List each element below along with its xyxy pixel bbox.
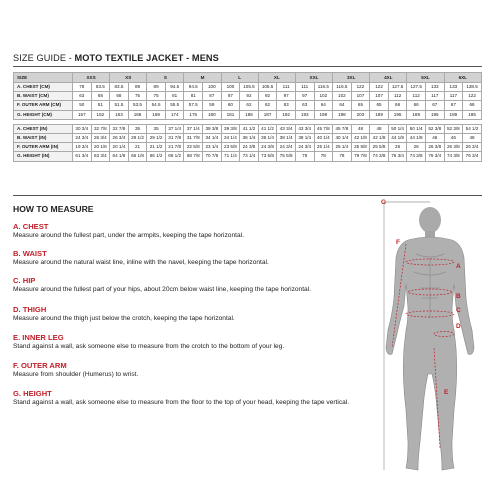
table-header-row bbox=[14, 73, 482, 83]
size-header: 3XL bbox=[333, 73, 370, 83]
table-cell: 122 bbox=[370, 83, 389, 92]
table-cell: 81 bbox=[165, 92, 184, 101]
table-cell: 122 bbox=[463, 92, 482, 101]
table-header-label: SIZE bbox=[14, 73, 73, 83]
table-cell: 21 bbox=[128, 143, 147, 152]
table-row bbox=[14, 110, 482, 119]
table-cell: 38 1/4 bbox=[277, 133, 296, 142]
size-table bbox=[13, 72, 482, 162]
measure-description: Measure around the thigh just below the crotch, keeping the tape horizontal. bbox=[13, 315, 235, 322]
table-cell: 23 5/8 bbox=[221, 143, 240, 152]
table-row bbox=[14, 101, 482, 110]
table-cell: 65 bbox=[370, 101, 389, 110]
table-cell: 105.5 bbox=[258, 83, 277, 92]
table-cell: 189 bbox=[370, 110, 389, 119]
measure-description: Stand against a wall, ask someone else to measure from the crotch to the bottom of your leg. bbox=[13, 343, 285, 350]
measure-description: Measure from shoulder (Humerus) to wrist. bbox=[13, 371, 139, 378]
table-cell: 20 1/4 bbox=[110, 143, 129, 152]
table-cell: 26 bbox=[407, 143, 426, 152]
measure-title: F. OUTER ARM bbox=[13, 361, 67, 370]
row-label: B. WAIST (CM) bbox=[14, 92, 73, 101]
table-cell: 66 1/8 bbox=[128, 152, 147, 161]
table-cell: 195 bbox=[388, 110, 407, 119]
table-cell: 38 1/4 bbox=[295, 133, 314, 142]
table-cell: 74 3/8 bbox=[407, 152, 426, 161]
measure-title: A. CHEST bbox=[13, 222, 49, 231]
table-cell: 61 3/4 bbox=[73, 152, 92, 161]
table-row bbox=[14, 133, 482, 142]
table-cell: 76 3/4 bbox=[463, 152, 482, 161]
table-cell: 163 bbox=[110, 110, 129, 119]
table-cell: 37 1/4 bbox=[184, 124, 203, 133]
table-cell: 20 1/8 bbox=[91, 143, 110, 152]
table-cell: 25 5/8 bbox=[351, 143, 370, 152]
row-label: G. HEIGHT (CM) bbox=[14, 110, 73, 119]
row-label: B. WAIST (IN) bbox=[14, 133, 73, 142]
measure-item bbox=[13, 276, 343, 293]
size-header: XXL bbox=[295, 73, 332, 83]
table-cell: 68 bbox=[110, 92, 129, 101]
title-prefix: SIZE GUIDE - bbox=[13, 53, 75, 63]
table-cell: 76 3/4 bbox=[425, 152, 444, 161]
table-cell: 59 bbox=[203, 101, 222, 110]
table-cell: 79 7/8 bbox=[351, 152, 370, 161]
table-row bbox=[14, 92, 482, 101]
table-cell: 87 bbox=[203, 92, 222, 101]
measure-description: Measure around the fullest part, under the armpits, keeping the tape horizontal. bbox=[13, 232, 244, 239]
table-cell: 44 1/8 bbox=[407, 133, 426, 142]
table-cell: 54 1/2 bbox=[463, 124, 482, 133]
table-cell: 73 5/8 bbox=[258, 152, 277, 161]
table-cell: 198 bbox=[314, 110, 333, 119]
table-cell: 68 bbox=[91, 92, 110, 101]
table-cell: 70 7/8 bbox=[203, 152, 222, 161]
marker-g: G bbox=[381, 199, 387, 206]
table-cell: 31 7/8 bbox=[165, 133, 184, 142]
table-cell: 43 3/4 bbox=[295, 124, 314, 133]
table-cell: 24 3/4 bbox=[295, 143, 314, 152]
table-cell: 26 3/4 bbox=[463, 143, 482, 152]
table-cell: 43 3/4 bbox=[277, 124, 296, 133]
table-cell: 30 3/4 bbox=[73, 124, 92, 133]
table-row bbox=[14, 143, 482, 152]
table-cell: 23 1/4 bbox=[203, 143, 222, 152]
row-label: A. CHEST (CM) bbox=[14, 83, 73, 92]
table-cell: 39 3/8 bbox=[221, 124, 240, 133]
table-cell: 181 bbox=[221, 110, 240, 119]
measure-item bbox=[13, 389, 350, 406]
table-cell: 50 1/4 bbox=[407, 124, 426, 133]
table-cell: 51.5 bbox=[110, 101, 129, 110]
table-cell: 138.5 bbox=[463, 83, 482, 92]
table-cell: 112 bbox=[388, 92, 407, 101]
measure-description: Measure around the natural waist line, inline with the navel, keeping the tape horizontal. bbox=[13, 259, 269, 266]
table-cell: 65 bbox=[351, 101, 370, 110]
table-cell: 29 1/2 bbox=[128, 133, 147, 142]
table-cell: 127.5 bbox=[388, 83, 407, 92]
table-cell: 63 3/4 bbox=[91, 152, 110, 161]
page-title bbox=[13, 53, 219, 63]
table-cell: 24 3/4 bbox=[73, 133, 92, 142]
table-cell: 97 bbox=[277, 92, 296, 101]
table-cell: 189 bbox=[407, 110, 426, 119]
table-cell: 78 bbox=[333, 152, 352, 161]
table-cell: 78 bbox=[73, 83, 92, 92]
table-cell: 44 1/8 bbox=[388, 133, 407, 142]
table-cell: 54.5 bbox=[147, 101, 166, 110]
table-cell: 63 bbox=[277, 101, 296, 110]
table-cell: 89 bbox=[147, 83, 166, 92]
size-header: M bbox=[184, 73, 221, 83]
table-cell: 97 bbox=[295, 92, 314, 101]
marker-a: A bbox=[456, 263, 461, 270]
table-cell: 26 bbox=[388, 143, 407, 152]
table-cell: 55.5 bbox=[165, 101, 184, 110]
table-cell: 32 7/8 bbox=[91, 124, 110, 133]
measure-description: Stand against a wall, ask someone else to measure from the floor to the top of your head, keeping the tape vertical. bbox=[13, 399, 350, 406]
row-label: F. OUTER ARM (IN) bbox=[14, 143, 73, 152]
marker-f: F bbox=[396, 239, 400, 246]
table-cell: 62 bbox=[258, 101, 277, 110]
table-cell: 64 bbox=[333, 101, 352, 110]
table-cell: 112 bbox=[407, 92, 426, 101]
marker-d: D bbox=[456, 323, 461, 330]
body-measurement-figure bbox=[370, 198, 482, 476]
table-cell: 168 bbox=[128, 110, 147, 119]
table-cell: 19 3/4 bbox=[73, 143, 92, 152]
table-cell: 57.5 bbox=[184, 101, 203, 110]
measure-title: E. INNER LEG bbox=[13, 333, 64, 342]
table-cell: 40 1/4 bbox=[333, 133, 352, 142]
measure-item bbox=[13, 333, 343, 350]
table-cell: 41 1/2 bbox=[258, 124, 277, 133]
table-cell: 29 1/2 bbox=[147, 133, 166, 142]
table-cell: 81 bbox=[184, 92, 203, 101]
table-cell: 41 1/2 bbox=[240, 124, 259, 133]
table-cell: 78 bbox=[314, 152, 333, 161]
table-cell: 186 bbox=[240, 110, 259, 119]
table-cell: 83.5 bbox=[91, 83, 110, 92]
table-cell: 75 bbox=[128, 92, 147, 101]
measure-item bbox=[13, 222, 343, 239]
table-cell: 63 bbox=[295, 101, 314, 110]
table-cell: 74 3/8 bbox=[444, 152, 463, 161]
table-cell: 68 7/8 bbox=[184, 152, 203, 161]
table-cell: 48 bbox=[351, 124, 370, 133]
section-divider bbox=[13, 195, 482, 196]
table-cell: 100 bbox=[203, 83, 222, 92]
row-label: A. CHEST (IN) bbox=[14, 124, 73, 133]
table-cell: 71 1/4 bbox=[221, 152, 240, 161]
table-cell: 32 7/8 bbox=[110, 124, 129, 133]
table-cell: 92 bbox=[240, 92, 259, 101]
table-cell: 76 3/4 bbox=[388, 152, 407, 161]
table-cell: 169 bbox=[147, 110, 166, 119]
table-cell: 36 1/4 bbox=[240, 133, 259, 142]
table-cell: 162 bbox=[91, 110, 110, 119]
table-cell: 116.5 bbox=[314, 83, 333, 92]
table-cell: 51 bbox=[91, 101, 110, 110]
table-cell: 102 bbox=[333, 92, 352, 101]
table-cell: 174 bbox=[165, 110, 184, 119]
table-cell: 107 bbox=[370, 92, 389, 101]
size-header: 6XL bbox=[444, 73, 481, 83]
table-cell: 45 7/8 bbox=[314, 124, 333, 133]
table-cell: 133 bbox=[425, 83, 444, 92]
measure-title: B. WAIST bbox=[13, 249, 47, 258]
table-cell: 25 5/8 bbox=[370, 143, 389, 152]
how-to-measure-heading: HOW TO MEASURE bbox=[13, 204, 94, 214]
table-row bbox=[14, 152, 482, 161]
table-cell: 24 3/4 bbox=[277, 143, 296, 152]
table-cell: 34 1/4 bbox=[221, 133, 240, 142]
table-cell: 189 bbox=[444, 110, 463, 119]
table-cell: 26 3/4 bbox=[91, 133, 110, 142]
table-cell: 94.5 bbox=[184, 83, 203, 92]
table-cell: 68 bbox=[463, 101, 482, 110]
table-cell: 39 3/8 bbox=[203, 124, 222, 133]
table-cell: 45 7/8 bbox=[333, 124, 352, 133]
table-cell: 75 5/8 bbox=[277, 152, 296, 161]
table-cell: 94.5 bbox=[165, 83, 184, 92]
table-cell: 66 1/2 bbox=[147, 152, 166, 161]
measure-item bbox=[13, 249, 343, 266]
marker-e: E bbox=[444, 389, 449, 396]
table-cell: 75 bbox=[147, 92, 166, 101]
size-header: XS bbox=[110, 73, 147, 83]
table-cell: 127.5 bbox=[407, 83, 426, 92]
table-cell: 87 bbox=[221, 92, 240, 101]
table-cell: 52 3/8 bbox=[444, 124, 463, 133]
table-cell: 24 3/8 bbox=[258, 143, 277, 152]
table-cell: 37 1/4 bbox=[165, 124, 184, 133]
measure-description: Measure around the fullest part of your hips, about 20cm below waist line, keeping the tape horizontal. bbox=[13, 286, 311, 293]
table-cell: 116.5 bbox=[333, 83, 352, 92]
table-cell: 31 7/8 bbox=[184, 133, 203, 142]
table-cell: 198 bbox=[333, 110, 352, 119]
table-cell: 89 bbox=[128, 83, 147, 92]
table-cell: 64 bbox=[314, 101, 333, 110]
table-cell: 192 bbox=[277, 110, 296, 119]
table-cell: 22 5/8 bbox=[184, 143, 203, 152]
table-cell: 26 3/8 bbox=[444, 143, 463, 152]
table-cell: 67 bbox=[444, 101, 463, 110]
table-cell: 157 bbox=[73, 110, 92, 119]
table-cell: 102 bbox=[314, 92, 333, 101]
table-cell: 35 bbox=[128, 124, 147, 133]
table-cell: 62 bbox=[240, 101, 259, 110]
table-cell: 74 3/8 bbox=[370, 152, 389, 161]
table-cell: 48 bbox=[370, 124, 389, 133]
size-header: XL bbox=[258, 73, 295, 83]
table-cell: 42 1/8 bbox=[370, 133, 389, 142]
table-cell: 100 bbox=[221, 83, 240, 92]
table-cell: 66 bbox=[388, 101, 407, 110]
row-label: F. OUTER ARM (CM) bbox=[14, 101, 73, 110]
measure-title: C. HIP bbox=[13, 276, 36, 285]
table-cell: 25 1/4 bbox=[333, 143, 352, 152]
table-cell: 21 1/2 bbox=[147, 143, 166, 152]
table-cell: 195 bbox=[463, 110, 482, 119]
table-row bbox=[14, 124, 482, 133]
body-silhouette bbox=[386, 207, 474, 470]
table-cell: 111 bbox=[295, 83, 314, 92]
marker-c: C bbox=[456, 307, 461, 314]
table-cell: 105.5 bbox=[240, 83, 259, 92]
table-cell: 21 7/8 bbox=[165, 143, 184, 152]
table-cell: 180 bbox=[203, 110, 222, 119]
table-cell: 117 bbox=[444, 92, 463, 101]
table-cell: 25 1/4 bbox=[314, 143, 333, 152]
size-header: 4XL bbox=[370, 73, 407, 83]
measure-item bbox=[13, 305, 343, 322]
table-cell: 63 bbox=[73, 92, 92, 101]
size-header: L bbox=[221, 73, 258, 83]
table-cell: 76 bbox=[295, 152, 314, 161]
table-cell: 42 1/8 bbox=[351, 133, 370, 142]
table-cell: 50 bbox=[73, 101, 92, 110]
table-cell: 175 bbox=[184, 110, 203, 119]
table-cell: 73 1/4 bbox=[240, 152, 259, 161]
table-cell: 50 1/4 bbox=[388, 124, 407, 133]
size-header: XXS bbox=[73, 73, 110, 83]
table-cell: 122 bbox=[351, 83, 370, 92]
size-header: 5XL bbox=[407, 73, 444, 83]
size-header: S bbox=[147, 73, 184, 83]
measure-title: D. THIGH bbox=[13, 305, 47, 314]
table-cell: 195 bbox=[425, 110, 444, 119]
table-cell: 203 bbox=[351, 110, 370, 119]
table-cell: 26 3/4 bbox=[110, 133, 129, 142]
title-product: MOTO TEXTILE JACKET - MENS bbox=[74, 53, 219, 63]
table-cell: 193 bbox=[295, 110, 314, 119]
table-cell: 52 3/8 bbox=[425, 124, 444, 133]
table-cell: 83.5 bbox=[110, 83, 129, 92]
table-cell: 46 bbox=[425, 133, 444, 142]
row-label: G. HEIGHT (IN) bbox=[14, 152, 73, 161]
table-cell: 24 3/8 bbox=[240, 143, 259, 152]
table-cell: 46 bbox=[444, 133, 463, 142]
table-row bbox=[14, 83, 482, 92]
marker-b: B bbox=[456, 293, 461, 300]
table-cell: 48 bbox=[463, 133, 482, 142]
table-cell: 92 bbox=[258, 92, 277, 101]
table-cell: 117 bbox=[425, 92, 444, 101]
table-cell: 26 3/8 bbox=[425, 143, 444, 152]
measure-item bbox=[13, 361, 343, 378]
table-cell: 36 1/4 bbox=[258, 133, 277, 142]
table-cell: 133 bbox=[444, 83, 463, 92]
table-cell: 60 bbox=[221, 101, 240, 110]
measure-title: G. HEIGHT bbox=[13, 389, 52, 398]
table-cell: 107 bbox=[351, 92, 370, 101]
title-divider bbox=[13, 66, 482, 67]
table-cell: 34 1/4 bbox=[203, 133, 222, 142]
table-cell: 64 1/8 bbox=[110, 152, 129, 161]
table-cell: 187 bbox=[258, 110, 277, 119]
table-cell: 53.5 bbox=[128, 101, 147, 110]
table-cell: 111 bbox=[277, 83, 296, 92]
table-cell: 68 1/2 bbox=[165, 152, 184, 161]
table-cell: 66 bbox=[407, 101, 426, 110]
table-cell: 35 bbox=[147, 124, 166, 133]
table-cell: 40 1/4 bbox=[314, 133, 333, 142]
table-cell: 67 bbox=[425, 101, 444, 110]
